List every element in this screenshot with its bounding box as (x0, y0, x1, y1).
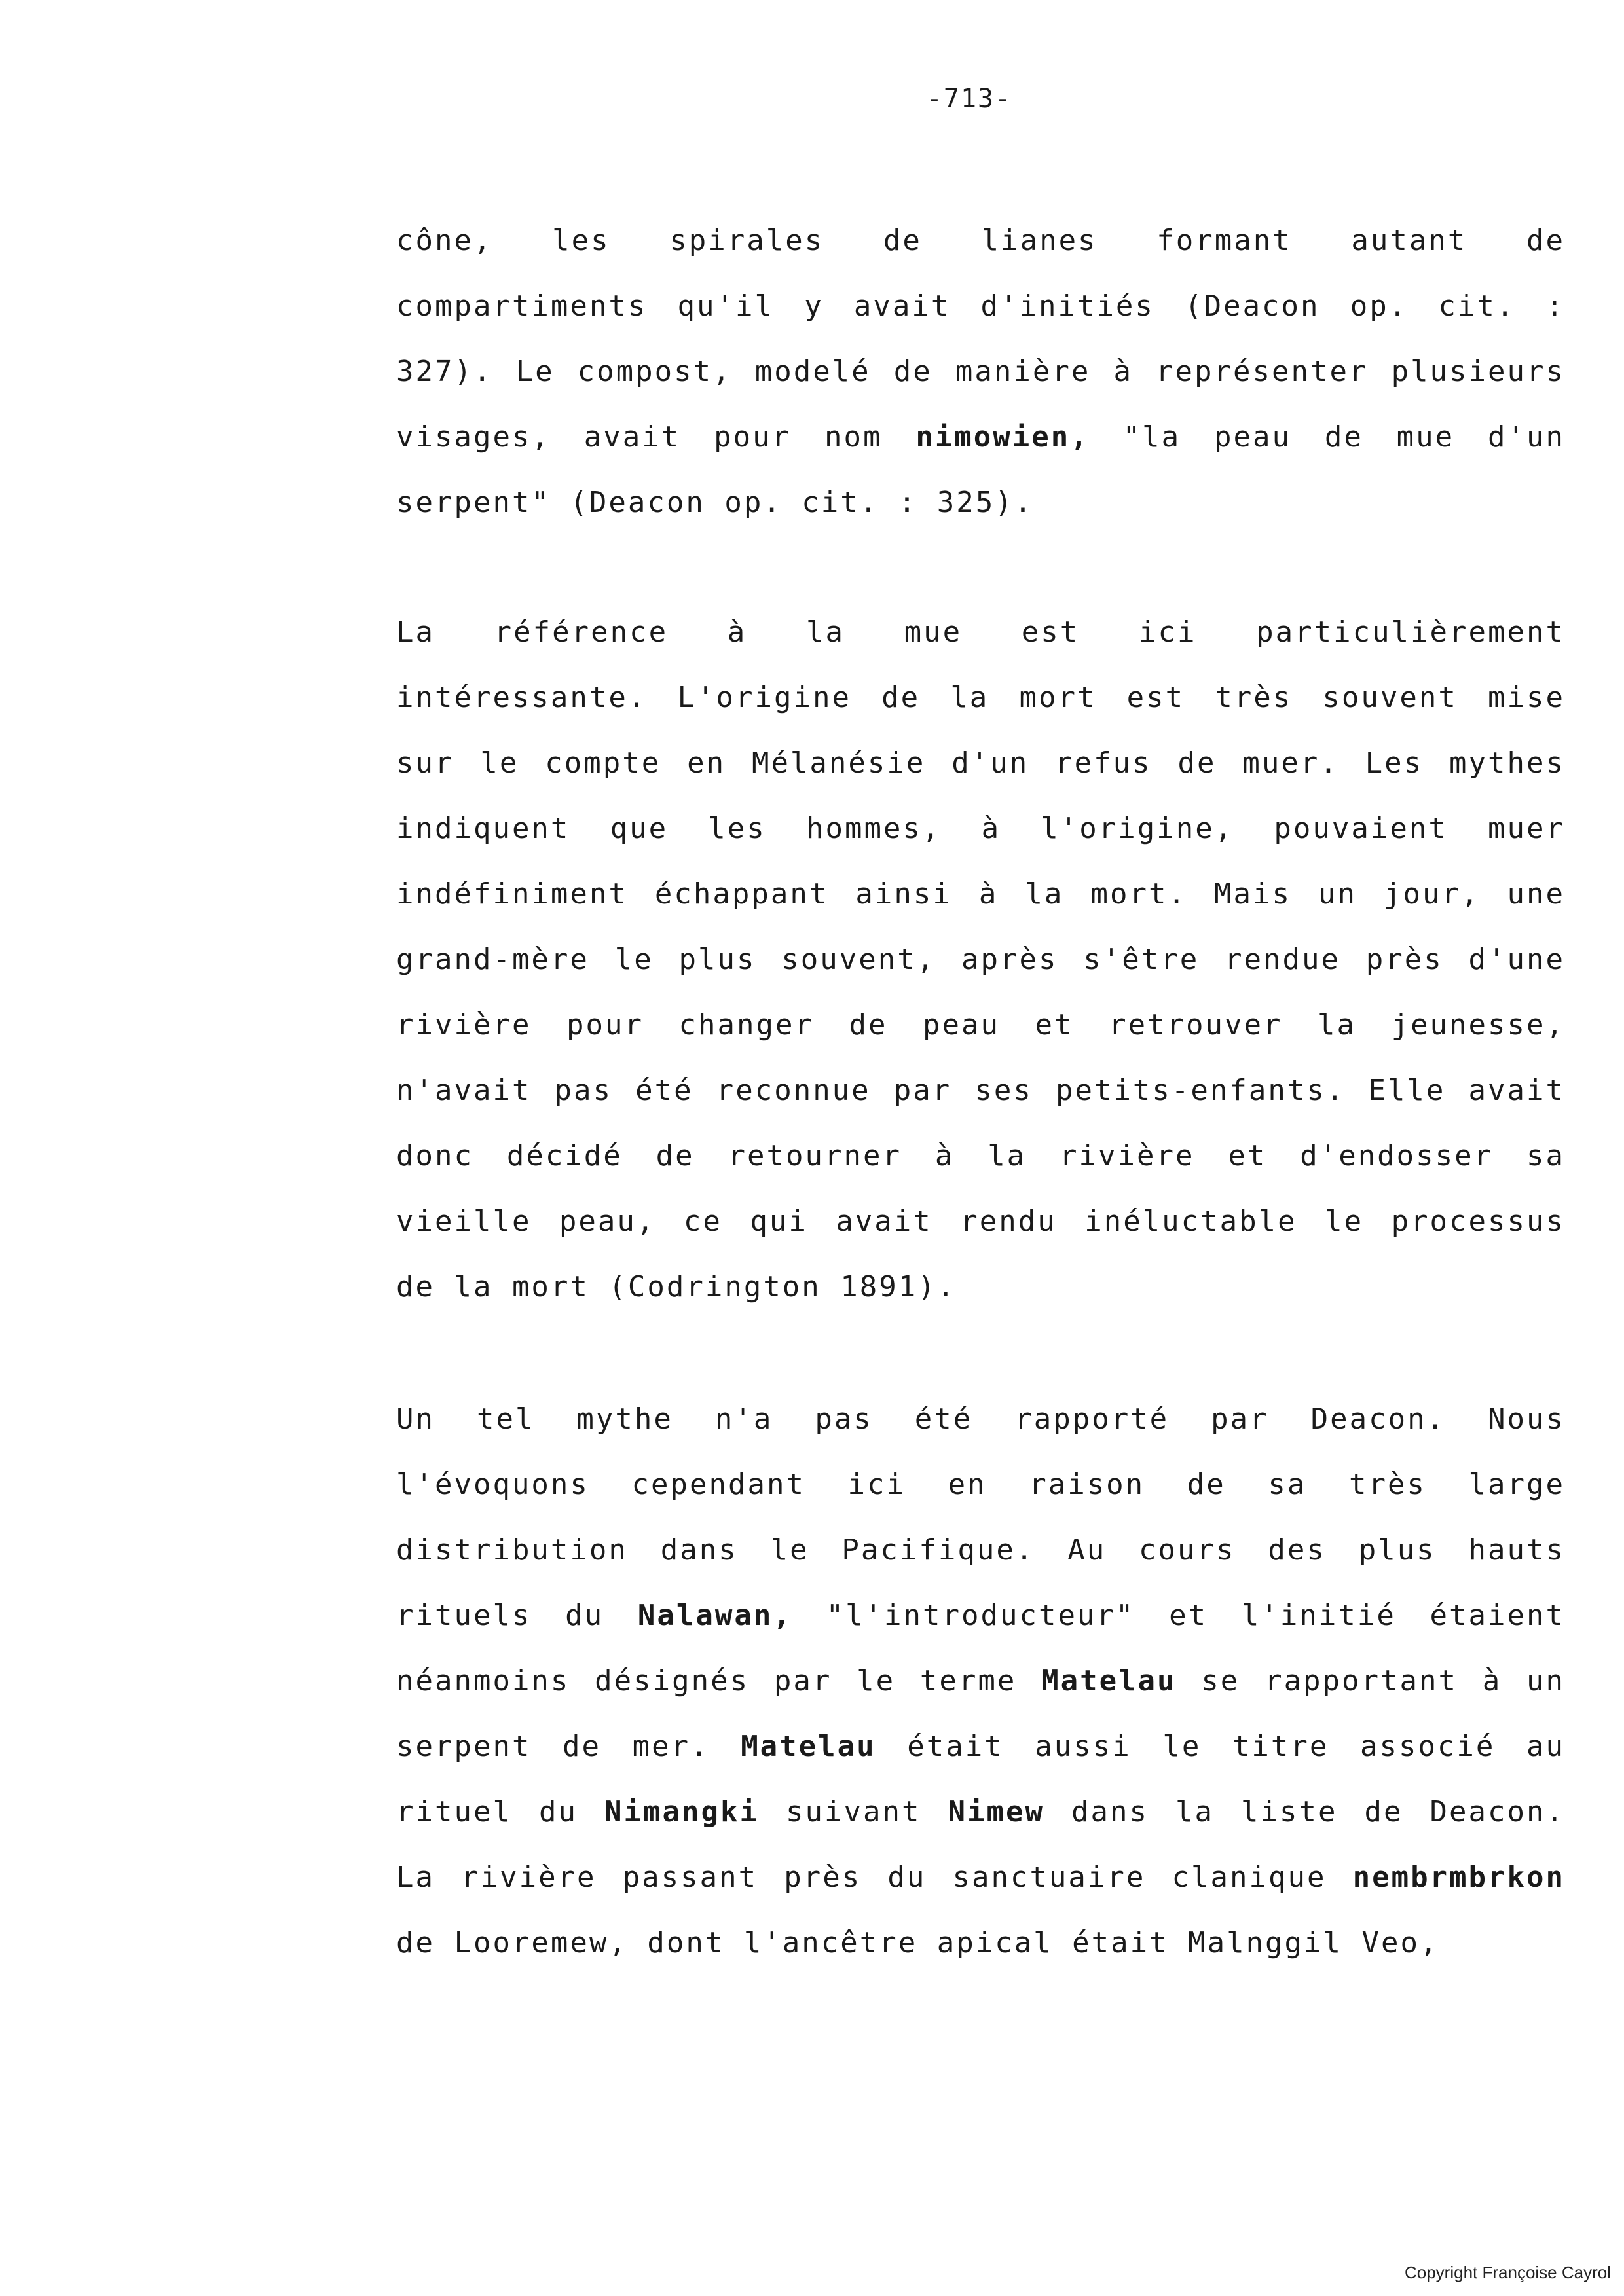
text-line: rituel du Nimangki suivant Nimew dans la liste de Deacon. (396, 1795, 1565, 1829)
text-line: La rivière passant près du sanctuaire clanique nembrmbrkon (396, 1861, 1565, 1894)
text-line: de la mort (Codrington 1891). (396, 1270, 957, 1303)
text-line: 327). Le compost, modelé de manière à représenter plusieurs (396, 355, 1565, 388)
text-line: Un tel mythe n'a pas été rapporté par Deacon. Nous (396, 1402, 1565, 1436)
bold-term: nembrmbrkon (1352, 1861, 1565, 1894)
paragraph (396, 600, 1565, 1320)
text-line: rivière pour changer de peau et retrouver la jeunesse, (396, 1008, 1565, 1042)
paragraph (396, 1387, 1565, 1976)
bold-term: nimowien, (915, 420, 1090, 454)
text-line: cône, les spirales de lianes formant autant de (396, 224, 1565, 257)
bold-term: Matelau (741, 1730, 876, 1763)
text-line: serpent de mer. Matelau était aussi le titre associé au (396, 1730, 1565, 1763)
page-number: -713- (926, 84, 1012, 114)
text-line: n'avait pas été reconnue par ses petits-enfants. Elle avait (396, 1074, 1565, 1107)
text-line: indiquent que les hommes, à l'origine, pouvaient muer (396, 812, 1565, 845)
text-line: grand-mère le plus souvent, après s'être rendue près d'une (396, 943, 1565, 976)
text-line: compartiments qu'il y avait d'initiés (Deacon op. cit. : (396, 289, 1565, 323)
text-line: donc décidé de retourner à la rivière et d'endosser sa (396, 1139, 1565, 1173)
text-line: rituels du Nalawan, "l'introducteur" et l'initié étaient (396, 1599, 1565, 1632)
bold-term: Matelau (1041, 1664, 1177, 1698)
bold-term: Nimew (948, 1795, 1044, 1829)
text-line: indéfiniment échappant ainsi à la mort. Mais un jour, une (396, 877, 1565, 911)
text-line: vieille peau, ce qui avait rendu inéluctable le processus (396, 1205, 1565, 1238)
copyright-notice: Copyright Françoise Cayrol (1404, 2263, 1611, 2282)
text-line: La référence à la mue est ici particulièrement (396, 615, 1565, 649)
text-line: visages, avait pour nom nimowien, "la peau de mue d'un (396, 420, 1565, 454)
text-line: néanmoins désignés par le terme Matelau se rapportant à un (396, 1664, 1565, 1698)
text-line: sur le compte en Mélanésie d'un refus de muer. Les mythes (396, 746, 1565, 780)
bold-term: Nalawan, (637, 1599, 792, 1632)
paragraph (396, 208, 1565, 536)
text-line: de Looremew, dont l'ancêtre apical était Malnggil Veo, (396, 1926, 1439, 1959)
text-line: intéressante. L'origine de la mort est très souvent mise (396, 681, 1565, 714)
bold-term: Nimangki (604, 1795, 759, 1829)
text-line: serpent" (Deacon op. cit. : 325). (396, 486, 1034, 519)
text-line: distribution dans le Pacifique. Au cours des plus hauts (396, 1533, 1565, 1567)
text-line: l'évoquons cependant ici en raison de sa très large (396, 1468, 1565, 1501)
